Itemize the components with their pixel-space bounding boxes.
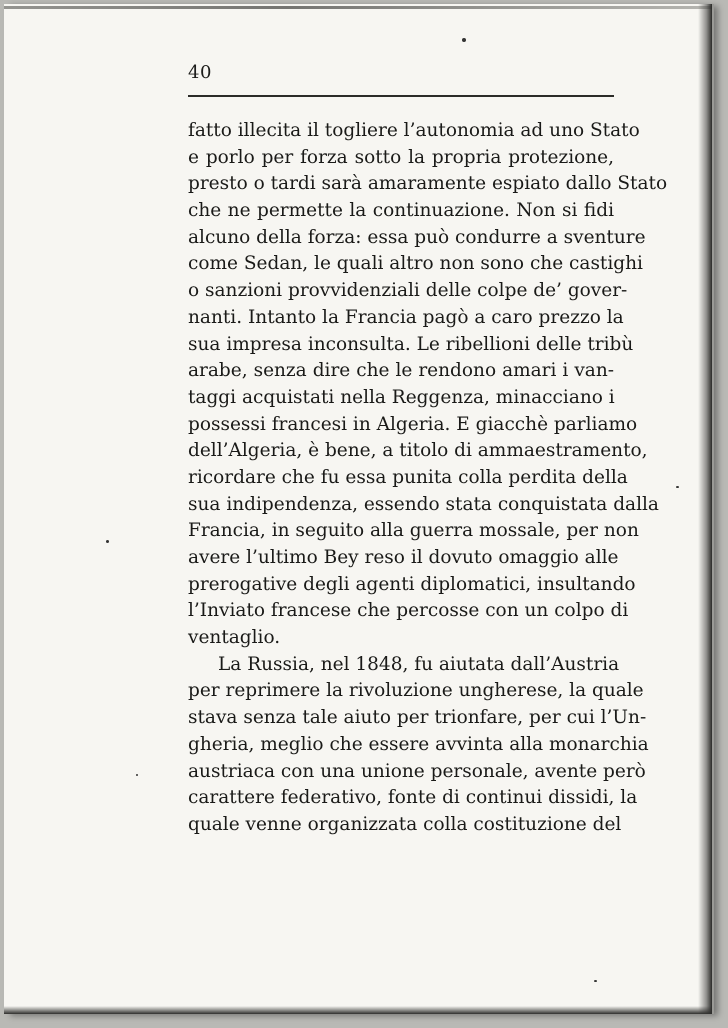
text-line: austriaca con una unione personale, avente però [188,760,646,782]
paragraph-end-line: ventaglio. [188,627,281,649]
text-line: Francia, in seguito alla guerra mossale, per non [188,520,639,542]
scanned-page [4,4,712,1014]
text-line: fatto illecita il togliere l’autonomia ad uno Stato [188,120,640,141]
ink-speck [676,486,679,488]
text-line: prerogative degli agenti diplomatici, insultando [188,573,636,595]
text-line: arabe, senza dire che le rendono amari i van- [188,360,614,382]
text-line: l’Inviato francese che percosse con un colpo di [188,600,629,622]
header-rule [188,95,614,97]
text-line: nanti. Intanto la Francia pagò a caro prezzo la [188,306,624,328]
text-line: taggi acquistati nella Reggenza, minacciano i [188,386,615,408]
paragraph-start-line: La Russia, nel 1848, fu aiutata dall’Austria [218,653,620,675]
ink-speck [594,980,597,982]
ink-speck [136,774,138,776]
scan-bottom-edge [4,1006,712,1014]
body-text [188,118,668,839]
scan-right-edge [698,4,712,1014]
text-line: stava senza tale aiuto per trionfare, per cui l’Un- [188,707,647,729]
text-line: alcuno della forza: essa può condurre a sventure [188,226,646,248]
text-line: carattere federativo, fonte di continui dissidi, la [188,787,638,809]
scan-top-edge [4,6,712,9]
text-line: presto o tardi sarà amaramente espiato dallo Stato [188,173,668,195]
page-number: 40 [188,62,212,83]
text-line: per reprimere la rivoluzione ungherese, la quale [188,680,644,702]
text-line: dell’Algeria, è bene, a titolo di ammaestramento, [188,440,648,462]
text-line: che ne permette la continuazione. Non si fidi [188,200,614,222]
text-line: ricordare che fu essa punita colla perdita della [188,466,628,488]
text-line: sua indipendenza, essendo stata conquistata dalla [188,493,659,515]
text-line: o sanzioni provvidenziali delle colpe de’ gover- [188,280,628,302]
ink-speck [462,38,466,42]
text-line: possessi francesi in Algeria. E giacchè parliamo [188,413,638,435]
ink-speck [106,540,109,543]
text-line: avere l’ultimo Bey reso il dovuto omaggio alle [188,547,619,568]
text-line: quale venne organizzata colla costituzione del [188,813,622,835]
text-line: e porlo per forza sotto la propria protezione, [188,146,614,168]
text-line: come Sedan, le quali altro non sono che castighi [188,253,643,275]
text-line: sua impresa inconsulta. Le ribellioni delle tribù [188,333,634,355]
text-line: gheria, meglio che essere avvinta alla monarchia [188,733,649,755]
